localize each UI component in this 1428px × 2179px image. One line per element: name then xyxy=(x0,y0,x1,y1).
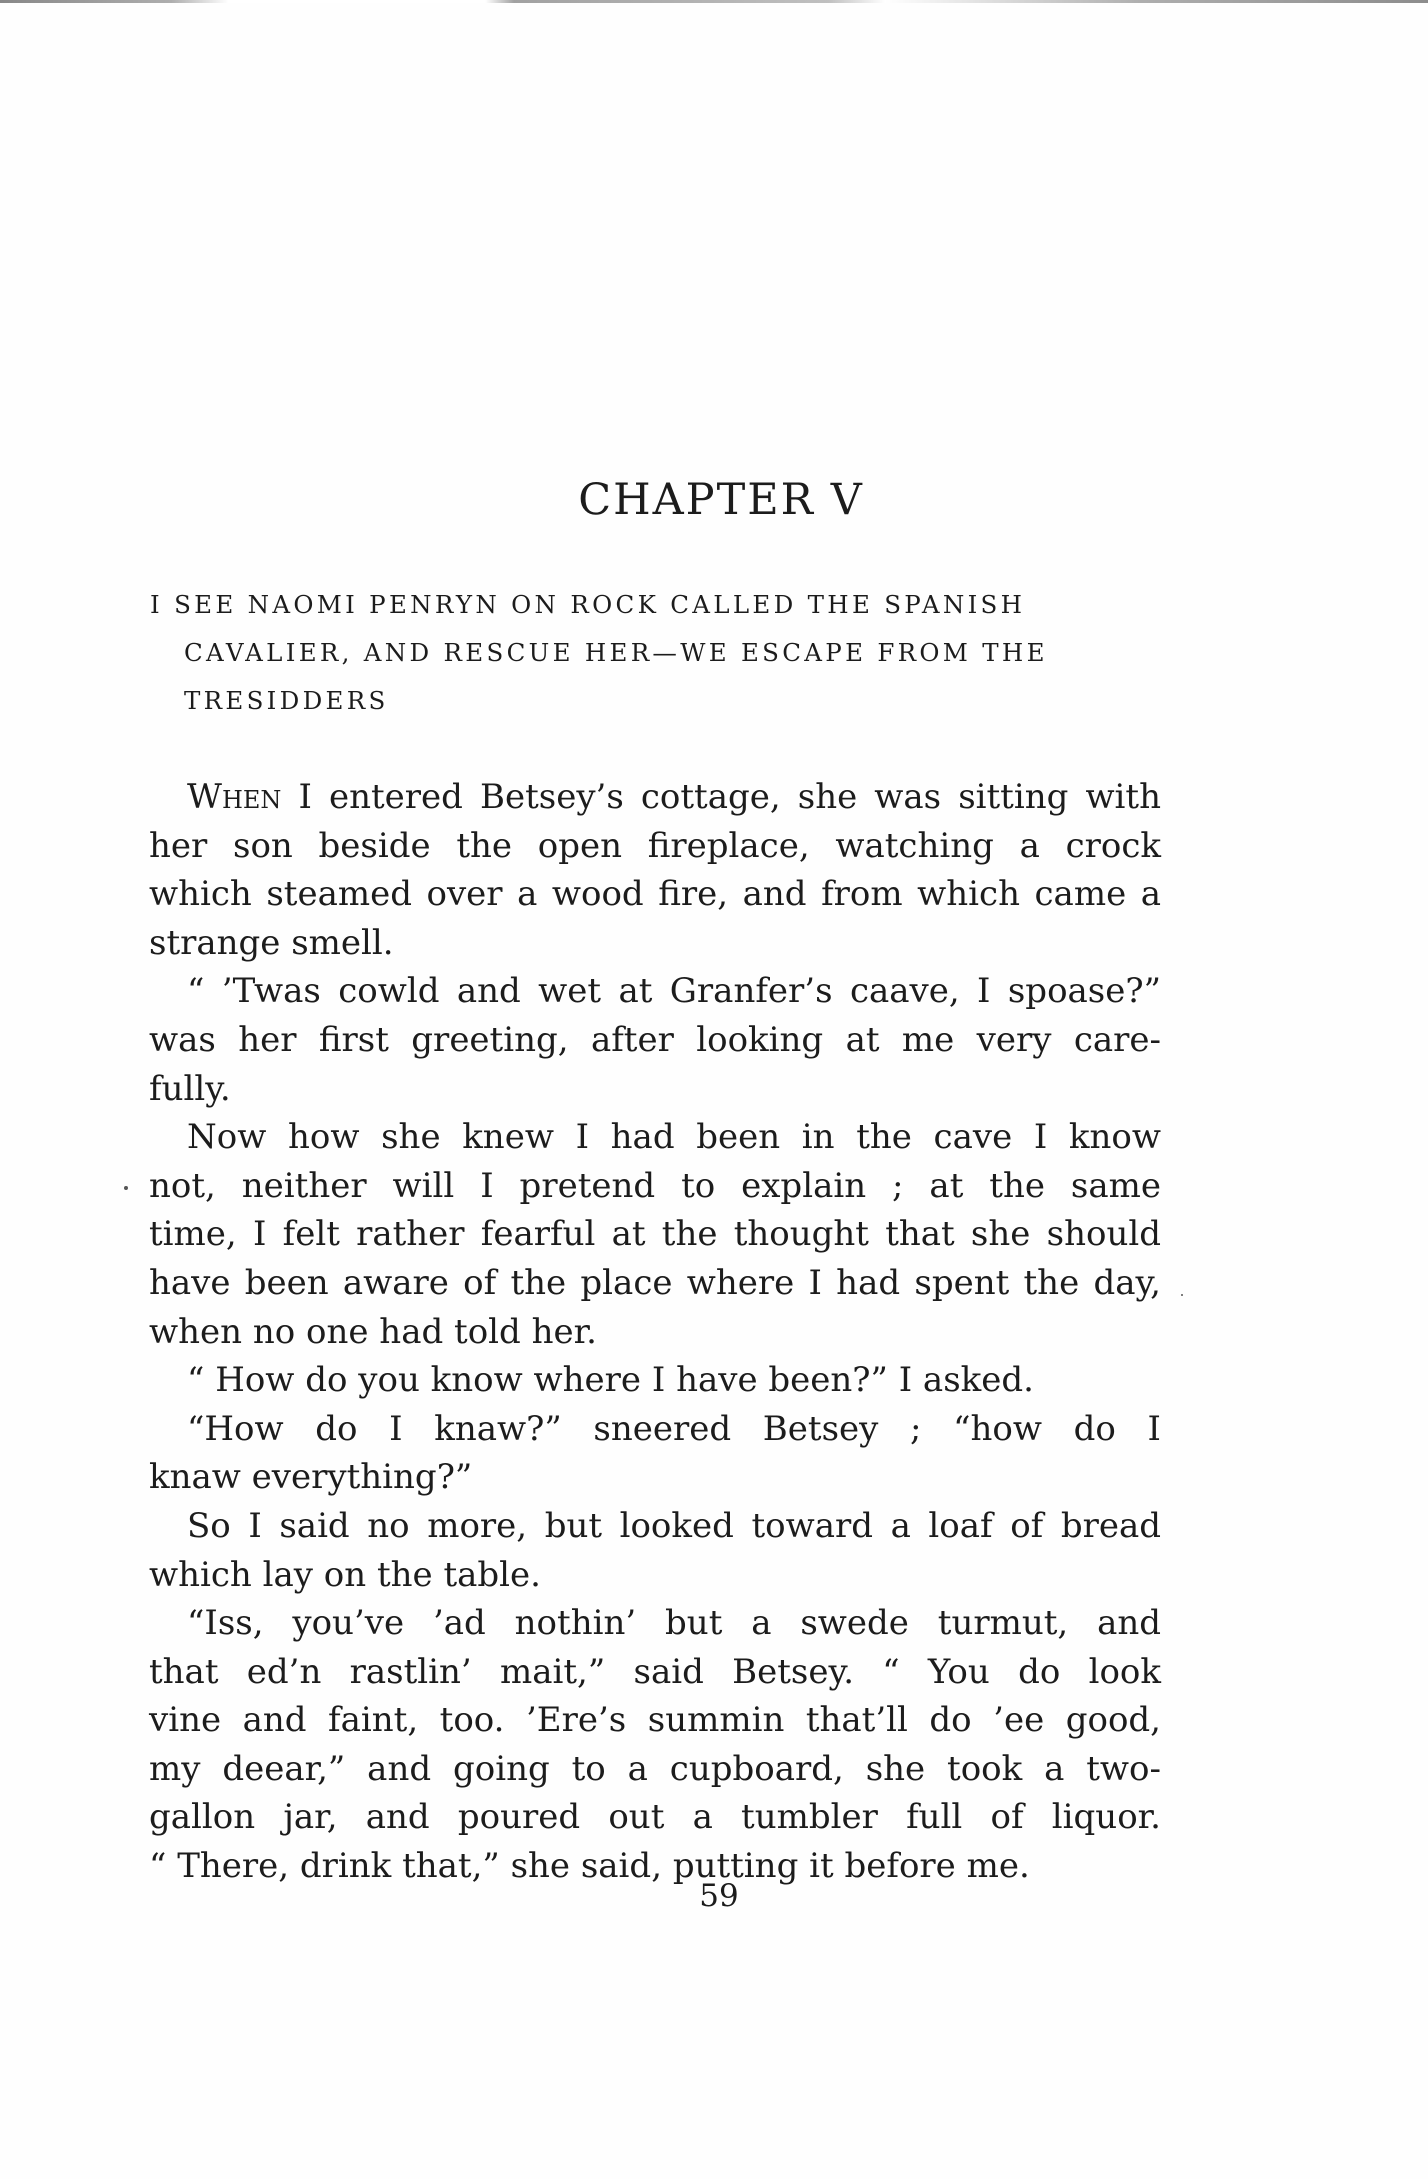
body-line: was her first greeting, after looking at me very care- xyxy=(149,1019,1161,1060)
body-line: time, I felt rather fearful at the thought that she should xyxy=(149,1214,1161,1255)
body-line: So I said no more, but looked toward a loaf of bread xyxy=(187,1505,1161,1546)
body-line: have been aware of the place where I had spent the day, xyxy=(149,1262,1161,1303)
body-line: which lay on the table. xyxy=(149,1554,541,1595)
body-line: fully. xyxy=(149,1068,231,1109)
body-line: knaw everything?” xyxy=(149,1457,473,1498)
ink-speck xyxy=(1181,1294,1183,1296)
body-line: when no one had told her. xyxy=(149,1311,597,1352)
body-line: vine and faint, too. ’Ere’s summin that’ll do ’ee good, xyxy=(149,1700,1161,1741)
ink-speck xyxy=(124,1186,128,1190)
synopsis-line: TRESIDDERS xyxy=(184,686,389,715)
body-line-text: I entered Betsey’s cottage, she was sitting with xyxy=(281,777,1161,817)
page-top-edge xyxy=(0,0,1428,3)
body-line: strange smell. xyxy=(149,922,394,963)
body-line: “ ’Twas cowld and wet at Granfer’s caave, I spoase?” xyxy=(187,971,1161,1012)
chapter-synopsis xyxy=(150,581,1160,725)
body-line: Now how she knew I had been in the cave I know xyxy=(187,1117,1161,1158)
chapter-heading: CHAPTER V xyxy=(578,475,864,525)
body-line: “Iss, you’ve ’ad nothin’ but a swede turmut, and xyxy=(187,1603,1161,1644)
chapter-body xyxy=(149,773,1161,1891)
body-line: “How do I knaw?” sneered Betsey ; “how do I xyxy=(187,1408,1161,1449)
page-number: 59 xyxy=(699,1878,739,1914)
body-line: “ How do you know where I have been?” I asked. xyxy=(187,1360,1034,1401)
body-line: her son beside the open fireplace, watching a crock xyxy=(149,825,1161,866)
body-line: which steamed over a wood fire, and from which came a xyxy=(149,874,1161,915)
body-line: gallon jar, and poured out a tumbler full of liquor. xyxy=(149,1797,1161,1838)
body-line: not, neither will I pretend to explain ; at the same xyxy=(149,1165,1161,1206)
body-line xyxy=(149,773,1161,822)
synopsis-line: I SEE NAOMI PENRYN ON ROCK CALLED THE SPANISH xyxy=(150,590,1026,619)
body-line: “ There, drink that,” she said, putting it before me. xyxy=(149,1846,1030,1887)
opening-word: When xyxy=(187,777,282,817)
synopsis-line: CAVALIER, AND RESCUE HER—WE ESCAPE FROM THE xyxy=(184,638,1048,667)
body-line: that ed’n rastlin’ mait,” said Betsey. “ You do look xyxy=(149,1651,1161,1692)
body-line: my deear,” and going to a cupboard, she took a two- xyxy=(149,1748,1161,1789)
